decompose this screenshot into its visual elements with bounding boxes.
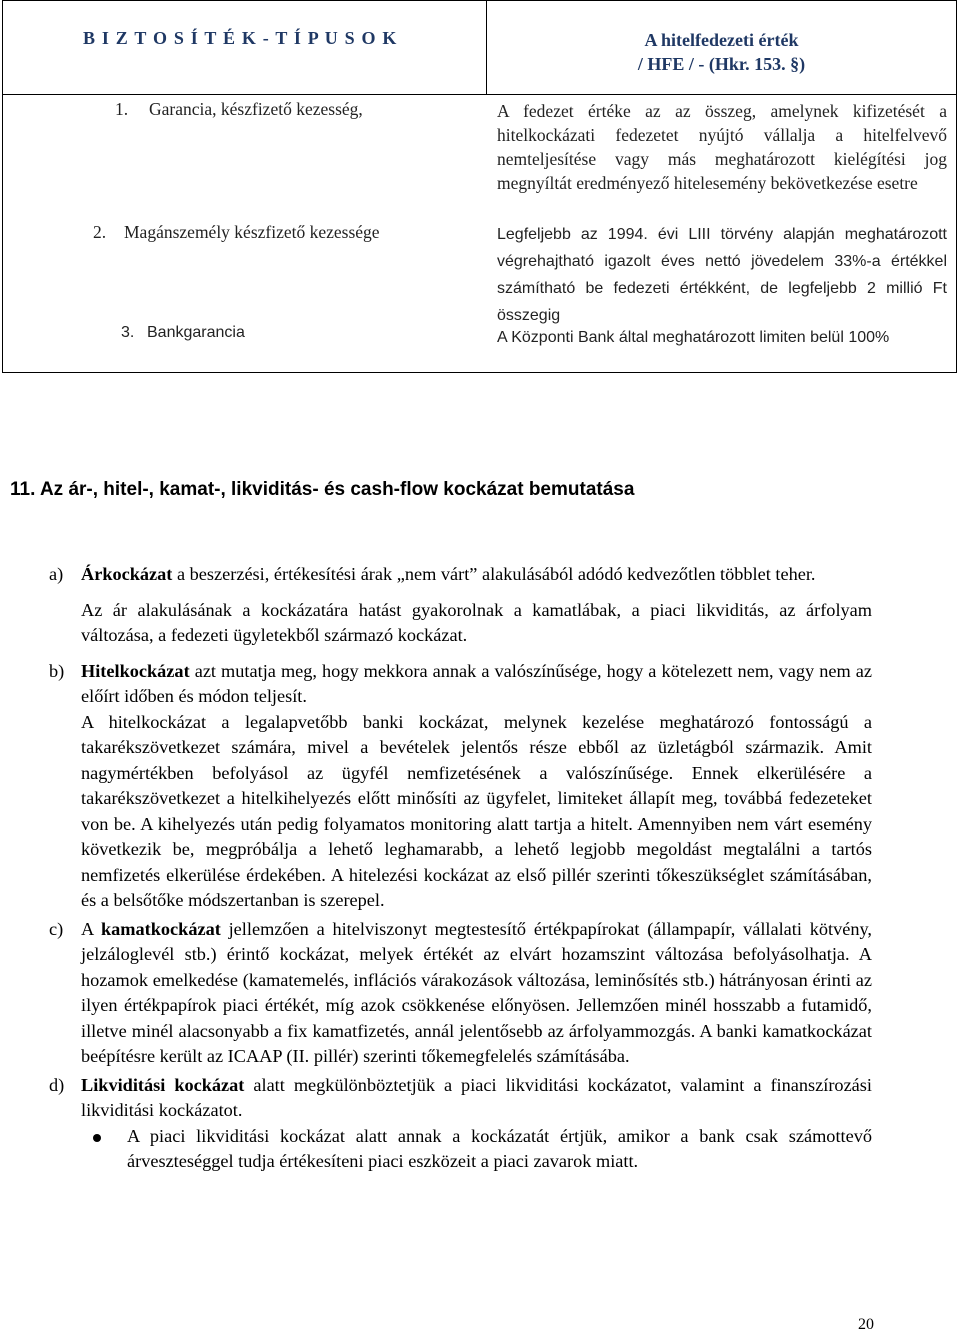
- term: Likviditási kockázat: [81, 1074, 245, 1095]
- term: Árkockázat: [81, 564, 173, 584]
- section-title: 11. Az ár-, hitel-, kamat-, likviditás- és cash-flow kockázat bemutatása: [10, 479, 635, 500]
- bullet-icon: [93, 1134, 101, 1142]
- list-item-interest-risk: [0, 917, 960, 1070]
- item-extra-text: A hitelkockázat a legalapvetőbb banki kockázat, melynek kezelése meghatározó fontosságú a takarékszövetkezet számára, mivel a bevételek jelentős része ebből az üzletágból származik. Amit nagymértékben befolyásol az ügyfél nemfizetésének a valószínűsége. Ennek elkerülésére a takarékszövetkezet a hitelkihelyezés előtt minősíti az ügyfelet, limiteket állapít meg, továbbá fedezeteket von be. A kihelyezés után pedig folyamatos monitoring alatt tartja a hitelt. Amennyiben nem várt esemény következik be, megpróbálja a lehető leghamarabb, a lehető legjobb megoldást megtalálni a tartós nemfizetés elkerülése érdekében. A hitelezési kockázat az első pillér szerinti tőkeszükséglet számításában, és a belsőtőke módszertanban is szerepel.: [81, 711, 872, 910]
- item-extra-text: Az ár alakulásának a kockázatára hatást gyakorolnak a kamatlábak, a piaci likviditás, az árfolyam változása, a fedezeti ügyletekből származó kockázat.: [81, 599, 872, 645]
- bullet-text: A piaci likviditási kockázat alatt annak a kockázatát értjük, amikor a bank csak számottevő árveszteséggel tudja értékesíteni piaci eszközeit a piaci zavarok miatt.: [127, 1125, 872, 1171]
- list-item-price-risk: [0, 562, 960, 588]
- row-number: 2.: [93, 222, 107, 242]
- list-label: d): [49, 1074, 65, 1095]
- row-number: 3.: [121, 324, 135, 341]
- list-label: a): [49, 564, 64, 584]
- section-body: [0, 562, 960, 1175]
- header-collateral-types: B I Z T O S Í T É K - T Í P U S O K: [83, 28, 398, 48]
- item-text: a beszerzési, értékesítési árak „nem várt” alakulásából adódó kedvezőtlen többlet teher.: [172, 564, 816, 584]
- header-hfe-line2: / HFE / - (Hkr. 153. §): [637, 54, 806, 74]
- row-name: Magánszemély készfizető kezessége: [124, 222, 380, 242]
- header-hfe-value: [487, 28, 956, 76]
- list-label: b): [49, 660, 65, 681]
- page-number: 20: [858, 1316, 874, 1333]
- table-header: [3, 1, 956, 95]
- header-hfe-line1: A hitelfedezeti érték: [644, 30, 799, 50]
- term: kamatkockázat: [100, 918, 221, 939]
- item-text: alatt megkülönböztetjük a piaci likviditási kockázatot, valamint a finanszírozási likviditási kockázatot.: [81, 1074, 872, 1120]
- item-text: jellemzően a hitelviszonyt megtestesítő értékpapírokat (állampapír, vállalati kötvény, jelzáloglevél stb.) érintő kockázat, melyek értékét az elvárt hozamszint változása befolyásolhatja. A hozamok emelkedése (kamatemelés, inflációs várakozások változása, leminősítés stb.) hátrányosan érinti az ilyen értékpapírok piaci értékét, míg azok csökkenése előnyösen. Jellemzően minél hosszabb a futamidő, illetve minél alacsonyabb a fix kamatfizetés, annál jelentősebb az árfolyammozgás. A banki kamatkockázat beépítésre került az ICAAP (II. pillér) szerinti tőkemegfelelés számításába.: [81, 918, 873, 1066]
- row-description: [497, 99, 947, 195]
- term: Hitelkockázat: [81, 660, 190, 681]
- list-item-extra: [0, 598, 960, 649]
- row-name: Bankgarancia: [147, 324, 245, 341]
- list-item-credit-risk: [0, 659, 960, 710]
- row-description-text: A fedezet értéke az az összeg, amelynek kifizetését a hitelkockázati fedezetet nyújtó vállalja a hitelfelvevő nemteljesítése vagy más meghatározott kielégítési jog megnyíltát eredményező hitelesemény bekövetkezése esetre: [497, 101, 947, 193]
- row-name: Garancia, készfizető kezesség,: [149, 99, 363, 119]
- item-pre: A: [81, 918, 101, 939]
- row-number: 1.: [115, 99, 129, 119]
- bullet-item: [0, 1124, 960, 1175]
- list-item-liquidity-risk: [0, 1073, 960, 1124]
- item-text: azt mutatja meg, hogy mekkora annak a valószínűsége, hogy a kötelezett nem, vagy nem az előírt időben és módon teljesít.: [81, 660, 872, 706]
- collateral-table: [2, 0, 957, 373]
- list-label: c): [49, 918, 64, 939]
- row-description: A Központi Bank által meghatározott limiten belül 100%: [497, 329, 890, 346]
- list-item-extra: [0, 710, 960, 914]
- row-description: Legfeljebb az 1994. évi LIII törvény alapján meghatározott végrehajtható igazolt éves nettó jövedelem 33%-a értékkel számítható be fedezeti értékként, de legfeljebb 2 millió Ft összegig: [497, 226, 947, 324]
